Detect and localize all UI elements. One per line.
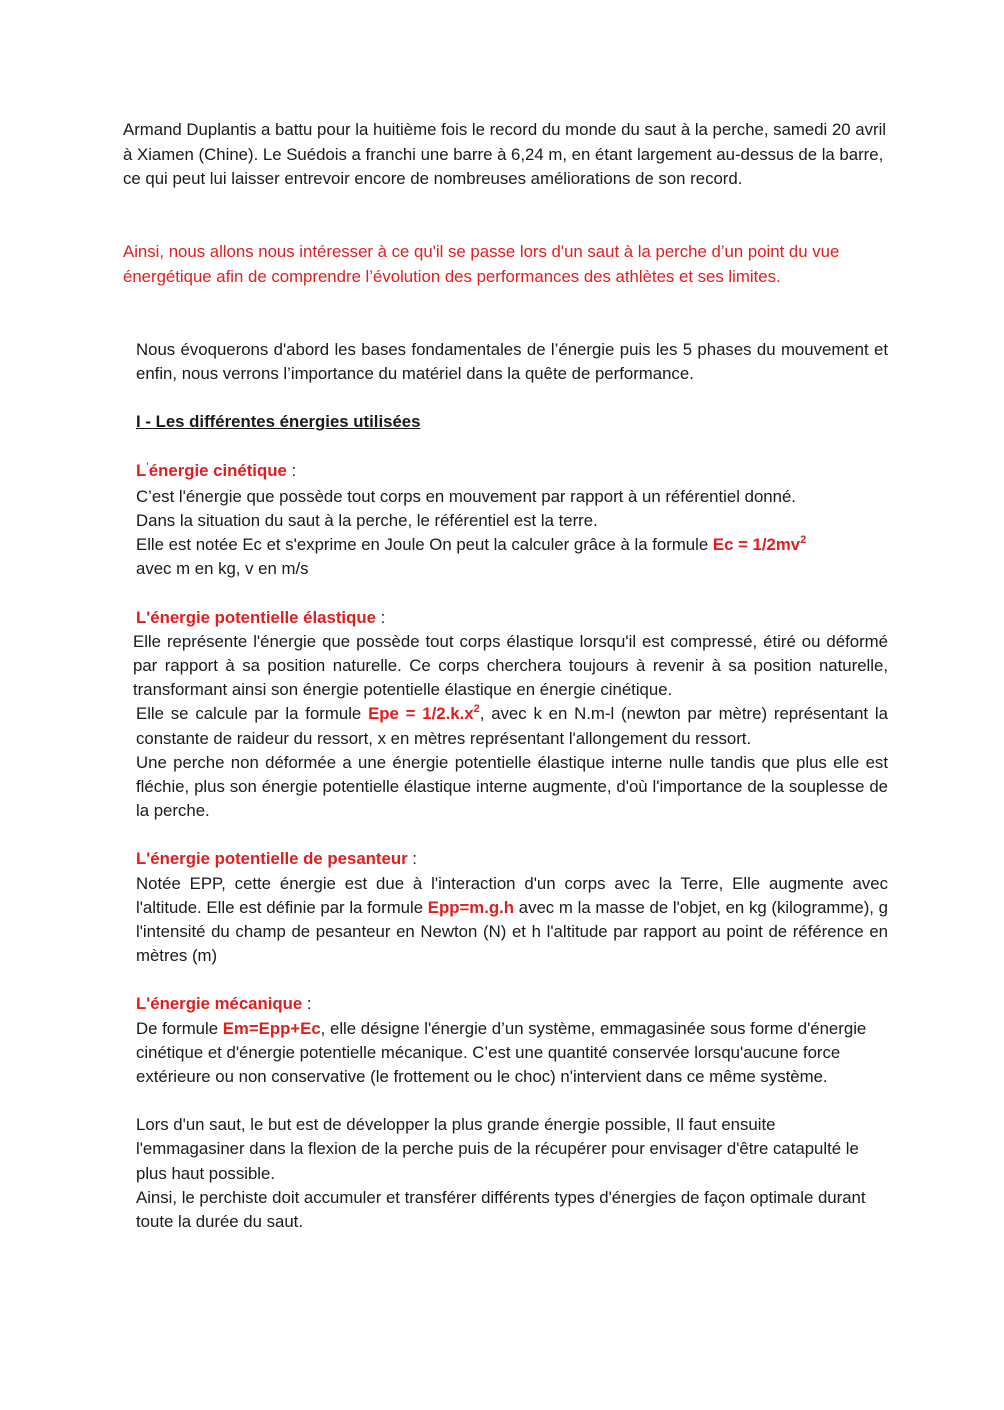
- gravity-paragraph: Notée EPP, cette énergie est due à l'interaction d'un corps avec la Terre, Elle augmente avec l'altitude. Elle est définie par la formule Epp=m.g.h avec m la masse de l'objet, en kg (kilogramme), g l'intensité du champ de pesanteur en Newton (N) et h l'altitude par rapport au point de référence en mètres (m): [136, 873, 888, 966]
- conclusion-paragraph-2: Ainsi, le perchiste doit accumuler et transférer différents types d'énergies de façon optimale durant toute la durée du saut.: [136, 1187, 866, 1232]
- elastic-paragraph-3: Une perche non déformée a une énergie potentielle élastique interne nulle tandis que plus elle est fléchie, plus son énergie potentielle élastique interne augmente, d'où l'importance de la souplesse de la perche.: [136, 752, 888, 821]
- conclusion-paragraph-1: Lors d'un saut, le but est de développer la plus grande énergie possible, Il faut ensuite l'emmagasiner dans la flexion de la perche puis de la récupérer pour envisager d'être catapulté le plus haut possible.: [136, 1115, 859, 1183]
- kinetic-line-4: avec m en kg, v en m/s: [136, 559, 309, 579]
- kinetic-line-2: Dans la situation du saut à la perche, le référentiel est la terre.: [136, 511, 598, 531]
- mechanical-formula: Em=Epp+Ec: [222, 1018, 321, 1038]
- elastic-formula: Epe = $1/2.k.x^2$: [368, 702, 480, 724]
- main-content: [133, 338, 888, 1234]
- elastic-paragraph-1: Elle représente l'énergie que possède tout corps élastique lorsqu'il est compressé, étiré ou déformé par rapport à sa position naturelle. Ce corps cherchera toujours à revenir à sa position naturelle, transformant ainsi son énergie potentielle élastique en énergie cinétique.: [133, 631, 888, 700]
- kinetic-line-3: Elle est notée Ec et s'exprime en Joule On peut la calculer grâce à la formule $Ec = 1/2mv^2$: [136, 533, 807, 555]
- mechanical-paragraph: De formule Em=Epp+Ec, elle désigne l'énergie d’un système, emmagasinée sous forme d'énergie cinétique et d'énergie potentielle mécanique. C’est une quantité conservée lorsqu'aucune force extérieure ou non conservative (le frottement ou le choc) n'intervient dans ce même système.: [136, 1018, 867, 1087]
- kinetic-formula: $Ec = 1/2mv^2$: [712, 533, 807, 555]
- gravity-formula: Epp=m.g.h: [427, 897, 515, 917]
- intro-text: Armand Duplantis a battu pour la huitième fois le record du monde du saut à la perche, samedi 20 avril à Xiamen (Chine). Le Suédois a franchi une barre à 6,24 m, en étant largement au-dessus de la barre, ce qui peut lui laisser entrevoir encore de nombreuses améliorations de son record.: [123, 120, 887, 188]
- problem-text: Ainsi, nous allons nous intéresser à ce qu'il se passe lors d'un saut à la perche d’un point du vue énergétique afin de comprendre l’évolution des performances des athlètes et ses limites.: [123, 242, 840, 286]
- problem-statement: [123, 240, 893, 289]
- gravity-heading: L'énergie potentielle de pesanteur :: [136, 849, 417, 869]
- elastic-paragraph-2: Elle se calcule par la formule Epe = $1/2.k.x^2$, avec k en N.m-l (newton par mètre) représentant la constante de raideur du ressort, x en mètres représentant l'allongement du ressort.: [136, 702, 888, 748]
- intro-paragraph: [123, 118, 893, 192]
- mechanical-heading: L'énergie mécanique :: [136, 994, 312, 1014]
- kinetic-line-1: C’est l'énergie que possède tout corps en mouvement par rapport à un référentiel donné.: [136, 486, 796, 506]
- kinetic-heading: L’énergie cinétique :: [136, 460, 297, 480]
- section-title: I - Les différentes énergies utilisées: [136, 412, 421, 432]
- plan-paragraph: Nous évoquerons d'abord les bases fondamentales de l’énergie puis les 5 phases du mouvement et enfin, nous verrons l’importance du matériel dans la quête de performance.: [136, 340, 888, 384]
- elastic-heading: L'énergie potentielle élastique :: [136, 607, 386, 627]
